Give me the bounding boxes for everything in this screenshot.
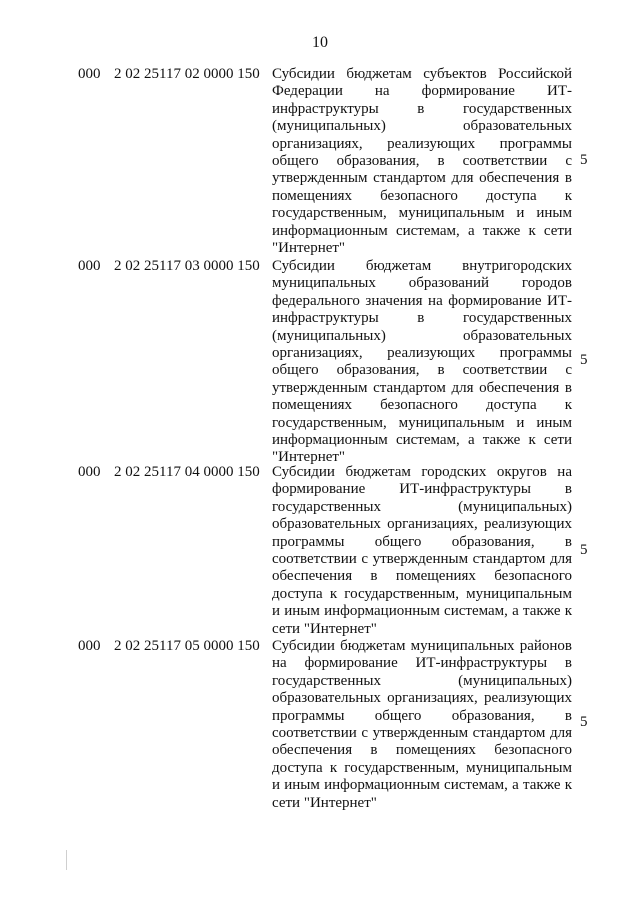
- row-description: Субсидии бюджетам внутригородских муниципальных образований городов федерального значения на формирование ИТ-инфраструктуры в государственных (муниципальных) образовательных организациях, реализующих программы общего образования, в соответствии с утвержденным стандартом для обеспечения в помещениях безопасного доступа к государственным, муниципальным и иным информационным системам, а также к сети "Интернет": [272, 258, 572, 466]
- budget-code: 2 02 25117 02 0000 150: [114, 66, 260, 82]
- budget-code: 2 02 25117 05 0000 150: [114, 638, 260, 654]
- admin-code: 000: [78, 464, 101, 480]
- admin-code: 000: [78, 66, 101, 82]
- scan-artifact: [66, 850, 67, 870]
- row-description: Субсидии бюджетам муниципальных районов на формирование ИТ-инфраструктуры в государственных (муниципальных) образовательных организациях, реализующих программы общего образования, в соответствии с утвержденным стандартом для обеспечения в помещениях безопасного доступа к государственным, муниципальным и иным информационным системам, а также к сети "Интернет": [272, 638, 572, 811]
- budget-code: 2 02 25117 04 0000 150: [114, 464, 260, 480]
- budget-code: 2 02 25117 03 0000 150: [114, 258, 260, 274]
- page-number: 10: [312, 34, 328, 51]
- row-amount: 5: [580, 714, 588, 730]
- row-amount: 5: [580, 542, 588, 558]
- row-amount: 5: [580, 152, 588, 168]
- row-description: Субсидии бюджетам городских округов на формирование ИТ-инфраструктуры в государственных (муниципальных) образовательных организациях, реализующих программы общего образования, в соответствии с утвержденным стандартом для обеспечения в помещениях безопасного доступа к государственным, муниципальным и иным информационным системам, а также к сети "Интернет": [272, 464, 572, 637]
- admin-code: 000: [78, 258, 101, 274]
- row-amount: 5: [580, 352, 588, 368]
- row-description: Субсидии бюджетам субъектов Российской Федерации на формирование ИТ-инфраструктуры в государственных (муниципальных) образовательных организациях, реализующих программы общего образования, в соответствии с утвержденным стандартом для обеспечения в помещениях безопасного доступа к государственным, муниципальным и иным информационным системам, а также к сети "Интернет": [272, 66, 572, 257]
- admin-code: 000: [78, 638, 101, 654]
